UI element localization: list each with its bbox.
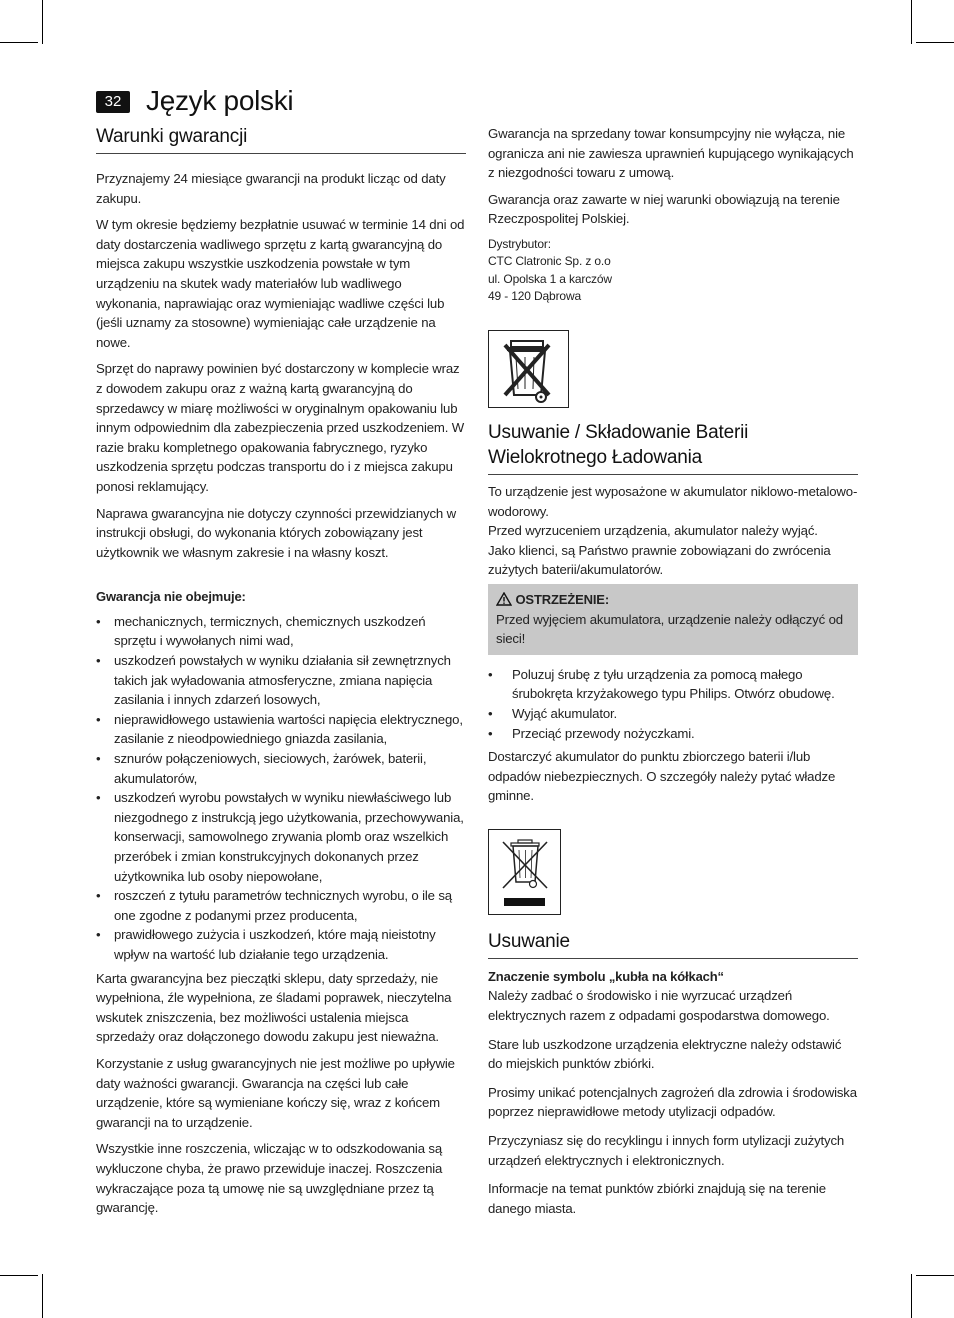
warning-title: OSTRZEŻENIE: bbox=[515, 591, 610, 607]
distributor-line: ul. Opolska 1 a karczów bbox=[488, 271, 612, 286]
disposal-paragraph: Prosimy unikać potencjalnych zagrożeń dla zdrowia i środowiska poprzez nieprawidłowe metody utylizacji odpadów. bbox=[488, 1084, 857, 1120]
distributor-line: CTC Clatronic Sp. z o.o bbox=[488, 254, 611, 269]
page-title: Język polski bbox=[146, 85, 294, 116]
distributor-block bbox=[488, 236, 858, 306]
warranty-paragraph: Gwarancja oraz zawarte w niej warunki obowiązują na terenie Rzeczpospolitej Polskiej. bbox=[488, 191, 840, 227]
disposal-subheading: Znaczenie symbolu „kubła na kółkach“ bbox=[488, 968, 724, 984]
list-item: • sznurów połączeniowych, sieciowych, żarówek, baterii, akumulatorów, bbox=[96, 749, 466, 788]
right-column bbox=[488, 124, 858, 1225]
list-item: • nieprawidłowego ustawienia wartości napięcia elektrycznego, zasilanie z nieodpowiedniego gniazda zasilania, bbox=[96, 710, 466, 749]
crop-mark bbox=[0, 1275, 38, 1276]
exclusions-subheading: Gwarancja nie obejmuje: bbox=[96, 589, 246, 605]
list-item: • uszkodzeń wyrobu powstałych w wyniku niewłaściwego lub niezgodnego z instrukcją jego użytkowania, przechowywania, konserwacji, samowolnego zrywania plomb oraz wszelkich przeróbek i zmian konstrukcyjnych dokonanych przez użytkownika lub osoby niepowołane, bbox=[96, 788, 466, 886]
warranty-paragraph: Wszystkie inne roszczenia, wliczając w to odszkodowania są wykluczone chyba, że prawo przewiduje inaczej. Roszczenia wykraczające poza tą umowę nie są uwzględniane przez tą gwarancję. bbox=[96, 1141, 443, 1216]
warranty-paragraph: Przyznajemy 24 miesiące gwarancji na produkt licząc od daty zakupu. bbox=[96, 171, 446, 206]
crop-mark bbox=[916, 1275, 954, 1276]
list-item: • Przeciąć przewody nożyczkami. bbox=[488, 724, 858, 744]
crop-mark bbox=[42, 0, 43, 44]
warranty-paragraph: Naprawa gwarancyjna nie dotyczy czynności przewidzianych w instrukcji obsługi, do wykonania których zobowiązany jest użytkownik we własnym zakresie i na własny koszt. bbox=[96, 505, 456, 560]
battery-heading: Usuwanie / Składowanie Baterii Wielokrotnego Ładowania bbox=[488, 420, 858, 475]
list-item: • Poluzuj śrubę z tyłu urządzenia za pomocą małego śrubokręta krzyżakowego typu Philips. Otwórz obudowę. bbox=[488, 665, 858, 704]
left-column bbox=[96, 124, 466, 1225]
distributor-line: Dystrybutor: bbox=[488, 236, 551, 251]
battery-paragraph: Dostarczyć akumulator do punktu zbiorczego baterii i/lub odpadów niebezpiecznych. O szczegóły należy pytać władze gminne. bbox=[488, 749, 836, 804]
warranty-paragraph: Korzystanie z usług gwarancyjnych nie jest możliwe po upływie daty ważności gwarancji. Gwarancja na części lub całe urządzenie, które są wymieniane kończy się, wraz z końcem gwarancji na to urządzenie. bbox=[96, 1055, 455, 1130]
warranty-heading: Warunki gwarancji bbox=[96, 124, 466, 154]
warranty-paragraph: Sprzęt do naprawy powinien być dostarczony w komplecie wraz z dowodem zakupu oraz z ważną kartą gwarancyjną do sprzedawcy w miarę możliwości w oryginalnym opakowaniu lub innym odpowiednim dla zabezpieczenia przed uszkodzeniem. W razie braku kompletnego opakowania fabrycznego, ryzyko uszkodzenia sprzętu podczas transportu do i z miejsca zakupu ponosi reklamujący. bbox=[96, 361, 465, 494]
distributor-line: 49 - 120 Dąbrowa bbox=[488, 289, 581, 304]
list-item: • Wyjąć akumulator. bbox=[488, 704, 858, 724]
warranty-paragraph: W tym okresie będziemy bezpłatnie usuwać w terminie 14 dni od daty dostarczenia wadliwego sprzętu z kartą gwarancyjną do miejsca zakupu wszystkie uszkodzenia powstałe w tym urządzeniu na skutek wady materiałów lub wadliwego wykonania, naprawiając oraz wymieniając wadliwe części lub (jeśli uznamy za stosowne) wymieniając całe urządzenie na nowe. bbox=[96, 217, 465, 350]
warning-box bbox=[488, 584, 858, 655]
battery-steps bbox=[488, 665, 858, 743]
list-item: • prawidłowego zużycia i uszkodzeń, które mają nieistotny wpływ na wartość lub działanie tego urządzenia. bbox=[96, 925, 466, 964]
crop-mark bbox=[911, 0, 912, 44]
warning-title-row bbox=[496, 590, 850, 610]
list-item: • mechanicznych, termicznych, chemicznych uszkodzeń sprzętu i wywołanych nimi wad, bbox=[96, 612, 466, 651]
crop-mark bbox=[0, 42, 38, 43]
crop-mark bbox=[42, 1274, 43, 1318]
warranty-paragraph: Karta gwarancyjna bez pieczątki sklepu, daty sprzedaży, nie wypełniona, źle wypełniona, ze śladami poprawek, nieczytelna wskutek zniszczenia, bez możliwości ustalenia miejsca sprzedaży oraz dołączonego dowodu zakupu jest nieważna. bbox=[96, 970, 452, 1045]
warranty-paragraph: Gwarancja na sprzedany towar konsumpcyjny nie wyłącza, nie ogranicza ani nie zawiesza uprawnień kupującego wynikających z niezgodności towaru z umową. bbox=[488, 126, 854, 181]
battery-bin-icon bbox=[488, 330, 569, 408]
battery-line: Przed wyrzuceniem urządzenia, akumulator należy wyjąć. bbox=[488, 523, 818, 539]
warning-text: Przed wyjęciem akumulatora, urządzenie należy odłączyć od sieci! bbox=[496, 611, 843, 647]
battery-line: To urządzenie jest wyposażone w akumulator niklowo-metalowo-wodorowy. bbox=[488, 483, 858, 519]
disposal-paragraph: Stare lub uszkodzone urządzenia elektryczne należy odstawić do miejskich punktów zbiórki. bbox=[488, 1036, 842, 1072]
battery-line: Jako klienci, są Państwo prawnie zobowiązani do zwrócenia zużytych baterii/akumulatorów. bbox=[488, 542, 831, 578]
list-item: • uszkodzeń powstałych w wyniku działania sił zewnętrznych takich jak wyładowania atmosferyczne, zmiana napięcia zasilania i innych zdarzeń losowych, bbox=[96, 651, 466, 710]
disposal-heading: Usuwanie bbox=[488, 929, 858, 959]
weee-bin-icon bbox=[488, 829, 561, 915]
disposal-paragraph: Należy zadbać o środowisko i nie wyrzucać urządzeń elektrycznych razem z odpadami gospodarstwa domowego. bbox=[488, 988, 830, 1024]
crop-mark bbox=[911, 1274, 912, 1318]
disposal-paragraph: Przyczyniasz się do recyklingu i innych form utylizacji zużytych urządzeń elektrycznych i elektronicznych. bbox=[488, 1133, 845, 1168]
page-number: 32 bbox=[96, 91, 130, 113]
disposal-paragraph: Informacje na temat punktów zbiórki znajdują się na terenie danego miasta. bbox=[488, 1181, 826, 1216]
crop-mark bbox=[916, 42, 954, 43]
warning-icon bbox=[496, 592, 515, 607]
list-item: • roszczeń z tytułu parametrów technicznych wyrobu, o ile są one zgodne z podanymi przez producenta, bbox=[96, 886, 466, 925]
exclusions-list bbox=[96, 612, 466, 965]
battery-paragraph bbox=[488, 482, 858, 580]
